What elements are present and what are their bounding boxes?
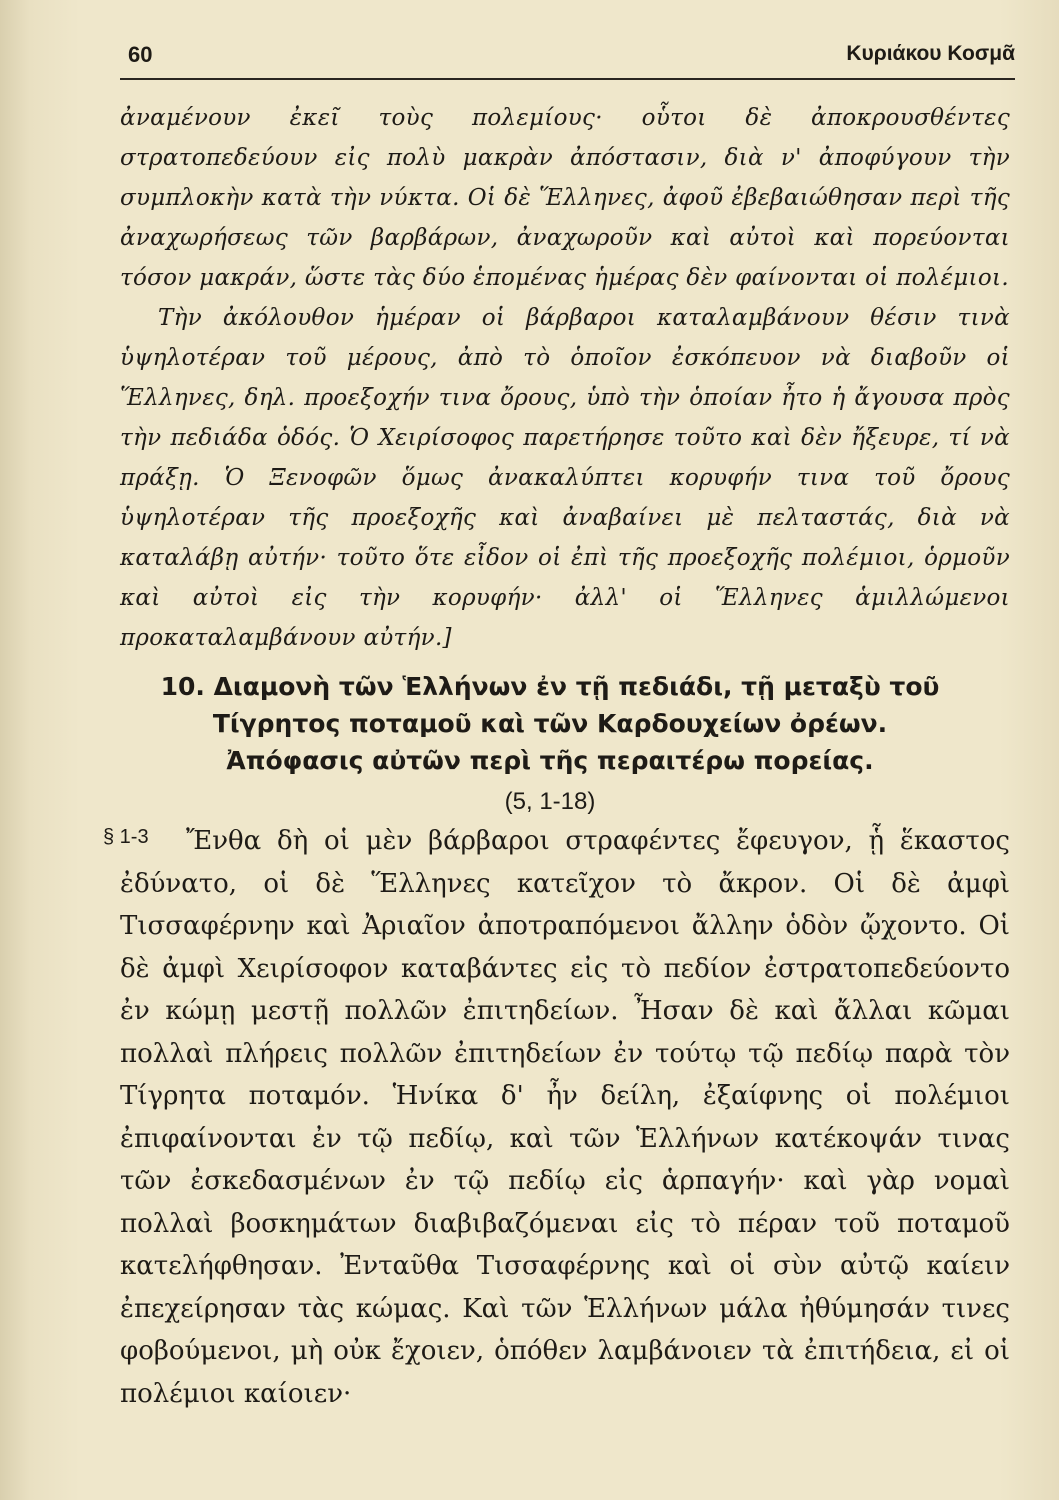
commentary-paragraph: Τὴν ἀκόλουθον ἡμέραν οἱ βάρβαροι καταλαμβάνουν θέσιν τινὰ ὑψηλοτέραν τοῦ μέρους, ἀπὸ τὸ ὁποῖον ἐσκόπευον νὰ διαβοῦν οἱ Ἕλληνες, δηλ. προεξοχήν τινα ὄρους, ὑπὸ τὴν ὁποίαν ἦτο ἡ ἄγουσα πρὸς τὴν πεδιάδα ὁδός. Ὁ Χειρίσοφος παρετήρησε τοῦτο καὶ δὲν ἤξευρε, τί νὰ πράξῃ. Ὁ Ξενοφῶν ὅμως ἀνακαλύπτει κορυφήν τινα τοῦ ὄρους ὑψηλοτέραν τῆς προεξοχῆς καὶ ἀναβαίνει μὲ πελταστάς, διὰ νὰ καταλάβῃ αὐτήν· τοῦτο ὅτε εἶδον οἱ ἐπὶ τῆς προεξοχῆς πολέμιοι, ὁρμοῦν καὶ αὐτοὶ εἰς τὴν κορυφήν· ἀλλ' οἱ Ἕλληνες ἁμιλλώμενοι προκαταλαμβάνουν αὐτήν.] <box>120 305 1010 651</box>
page-header <box>120 38 1015 80</box>
running-head: Κυριάκου Κοσμᾶ <box>846 42 1015 65</box>
section-title-line: Ἀπόφασις αὐτῶν περὶ τῆς περαιτέρω πορείας. <box>226 746 874 775</box>
section-title-line: 10. Διαμονὴ τῶν Ἑλλήνων ἐν τῇ πεδιάδι, τῇ μεταξὺ τοῦ <box>160 672 940 701</box>
commentary-block <box>120 98 1010 658</box>
source-paragraph: Ἔνθα δὴ οἱ μὲν βάρβαροι στραφέντες ἔφευγον, ᾗ ἕκαστος ἐδύνατο, οἱ δὲ Ἕλληνες κατεῖχον τὸ ἄκρον. Οἱ δὲ ἀμφὶ Τισσαφέρνην καὶ Ἀριαῖον ἀποτραπόμενοι ἄλλην ὁδὸν ᾤχοντο. Οἱ δὲ ἀμφὶ Χειρίσοφον καταβάντες εἰς τὸ πεδίον ἐστρατοπεδεύοντο ἐν κώμῃ μεστῇ πολλῶν ἐπιτηδείων. Ἦσαν δὲ καὶ ἄλλαι κῶμαι πολλαὶ πλήρεις πολλῶν ἐπιτηδείων ἐν τούτῳ τῷ πεδίῳ παρὰ τὸν Τίγρητα ποταμόν. Ἡνίκα δ' ἦν δείλη, ἐξαίφνης οἱ πολέμιοι ἐπιφαίνονται ἐν τῷ πεδίῳ, καὶ τῶν Ἑλλήνων κατέκοψάν τινας τῶν ἐσκεδασμένων ἐν τῷ πεδίῳ εἰς ἁρπαγήν· καὶ γὰρ νομαὶ πολλαὶ βοσκημάτων διαβιβαζόμεναι εἰς τὸ πέραν τοῦ ποταμοῦ κατελήφθησαν. Ἐνταῦθα Τισσαφέρνης καὶ οἱ σὺν αὐτῷ καίειν ἐπεχείρησαν τὰς κώμας. Καὶ τῶν Ἑλλήνων μάλα ἠθύμησάν τινες φοβούμενοι, μὴ οὐκ ἔχοιεν, ὁπόθεν λαμβάνοιεν τὰ ἐπιτήδεια, εἰ οἱ πολέμιοι καίοιεν· <box>120 826 1010 1409</box>
section-title-line: Τίγρητος ποταμοῦ καὶ τῶν Καρδουχείων ὀρέων. <box>212 709 888 738</box>
commentary-paragraph: ἀναμένουν ἐκεῖ τοὺς πολεμίους· οὗτοι δὲ ἀποκρουσθέντες στρατοπεδεύουν εἰς πολὺ μακρὰν ἀπόστασιν, διὰ ν' ἀποφύγουν τὴν συμπλοκὴν κατὰ τὴν νύκτα. Οἱ δὲ Ἕλληνες, ἀφοῦ ἐβεβαιώθησαν περὶ τῆς ἀναχωρήσεως τῶν βαρβάρων, ἀναχωροῦν καὶ αὐτοὶ καὶ πορεύονται τόσον μακράν, ὥστε τὰς δύο ἑπομένας ἡμέρας δὲν φαίνονται οἱ πολέμιοι. <box>120 105 1010 291</box>
page-number: 60 <box>128 42 153 67</box>
section-heading <box>150 668 950 820</box>
greek-source-text <box>120 820 1010 1415</box>
section-reference: (5, 1-18) <box>504 788 596 815</box>
paragraph-marker: § 1-3 <box>103 826 149 848</box>
